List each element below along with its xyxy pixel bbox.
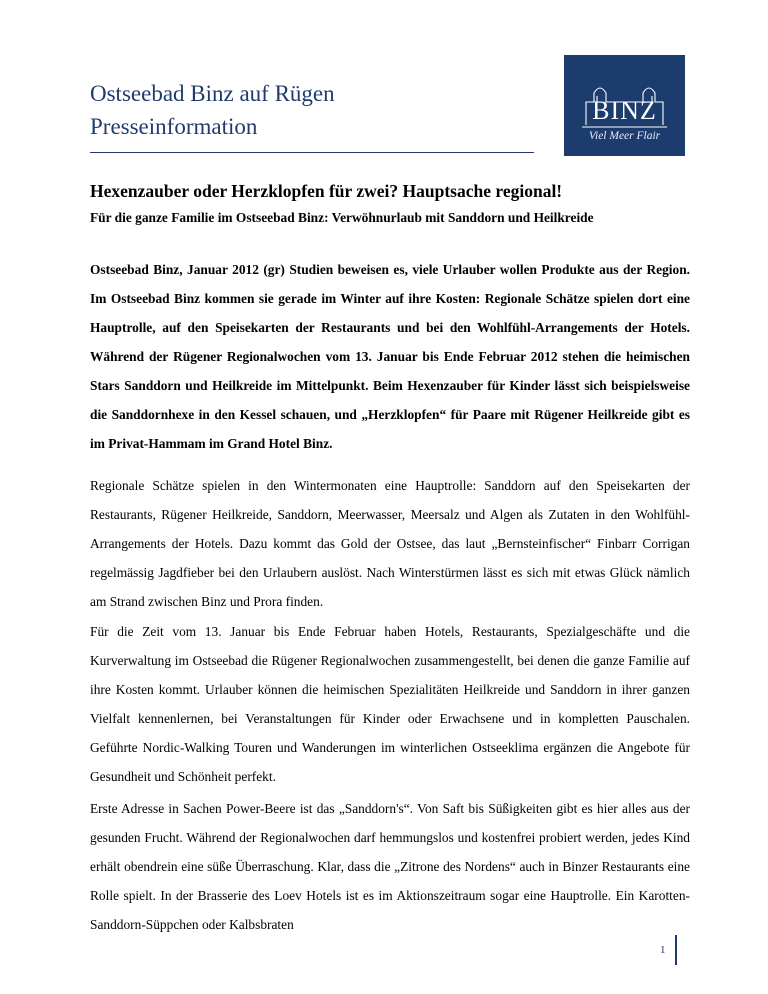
article-subheadline: Für die ganze Familie im Ostseebad Binz: Verwöhnurlaub mit Sanddorn und Heilkreide xyxy=(90,210,594,225)
page-number-marker xyxy=(675,935,677,965)
binz-logo xyxy=(564,55,685,156)
header-title-line1: Ostseebad Binz auf Rügen xyxy=(90,81,335,106)
header-title-line2: Presseinformation xyxy=(90,114,258,139)
header-rule xyxy=(90,152,534,153)
article-headline: Hexenzauber oder Herzklopfen für zwei? Hauptsache regional! xyxy=(90,181,563,201)
logo-slogan: Viel Meer Flair xyxy=(588,130,661,142)
article-paragraph: Erste Adresse in Sachen Power-Beere ist das „Sanddorn's“. Von Saft bis Süßigkeiten gibt es hier alles aus der gesunden Frucht. Während der Regionalwochen darf hemmungslos und kostenfrei probiert werden, jedes Kind erhält obendrein eine süße Überraschung. Klar, dass die „Zitrone des Nordens“ auch in Binzer Restaurants eine Rolle spielt. In der Brasserie des Loev Hotels ist es im Aktionszeitraum sogar eine Hauptrolle. Ein Karotten-Sanddorn-Süppchen oder Kalbsbraten xyxy=(90,801,690,932)
article-lead: Ostseebad Binz, Januar 2012 (gr) Studien beweisen es, viele Urlauber wollen Produkte aus der Region. Im Ostseebad Binz kommen sie gerade im Winter auf ihre Kosten: Regionale Schätze spielen dort eine Hauptrolle, auf den Speisekarten der Restaurants und bei den Wohlfühl-Arrangements der Hotels. Während der Rügener Regionalwochen vom 13. Januar bis Ende Februar 2012 stehen die heimischen Stars Sanddorn und Heilkreide im Mittelpunkt. Beim Hexenzauber für Kinder lässt sich beispielsweise die Sanddornhexe in den Kessel schauen, und „Herzklopfen“ für Paare mit Rügener Heilkreide gibt es im Privat-Hammam im Grand Hotel Binz. xyxy=(90,262,690,451)
article-paragraph: Regionale Schätze spielen in den Wintermonaten eine Hauptrolle: Sanddorn auf den Speisekarten der Restaurants, Rügener Heilkreide, Sanddorn, Meerwasser, Meersalz und Algen als Zutaten in den Wohlfühl-Arrangements der Hotels. Dazu kommt das Gold der Ostsee, das laut „Bernsteinfischer“ Finbarr Corrigan regelmässig Jagdfieber bei den Urlaubern auslöst. Nach Winterstürmen lässt es sich mit etwas Glück nämlich am Strand zwischen Binz und Prora finden. xyxy=(90,478,690,609)
page-number: 1 xyxy=(660,944,666,956)
article-paragraph: Für die Zeit vom 13. Januar bis Ende Februar haben Hotels, Restaurants, Spezialgeschäfte und die Kurverwaltung im Ostseebad die Rügener Regionalwochen zusammengestellt, bei denen die ganze Familie auf ihre Kosten kommt. Urlauber können die heimischen Spezialitäten Heilkreide und Sanddorn in ihrer ganzen Vielfalt kennenlernen, bei Veranstaltungen für Kinder oder Erwachsene und in kompletten Pauschalen. Geführte Nordic-Walking Touren und Wanderungen im winterlichen Ostseeklima ergänzen die Angebote für Gesundheit und Schönheit perfekt. xyxy=(90,624,690,784)
logo-wordmark: BINZ xyxy=(592,96,657,125)
